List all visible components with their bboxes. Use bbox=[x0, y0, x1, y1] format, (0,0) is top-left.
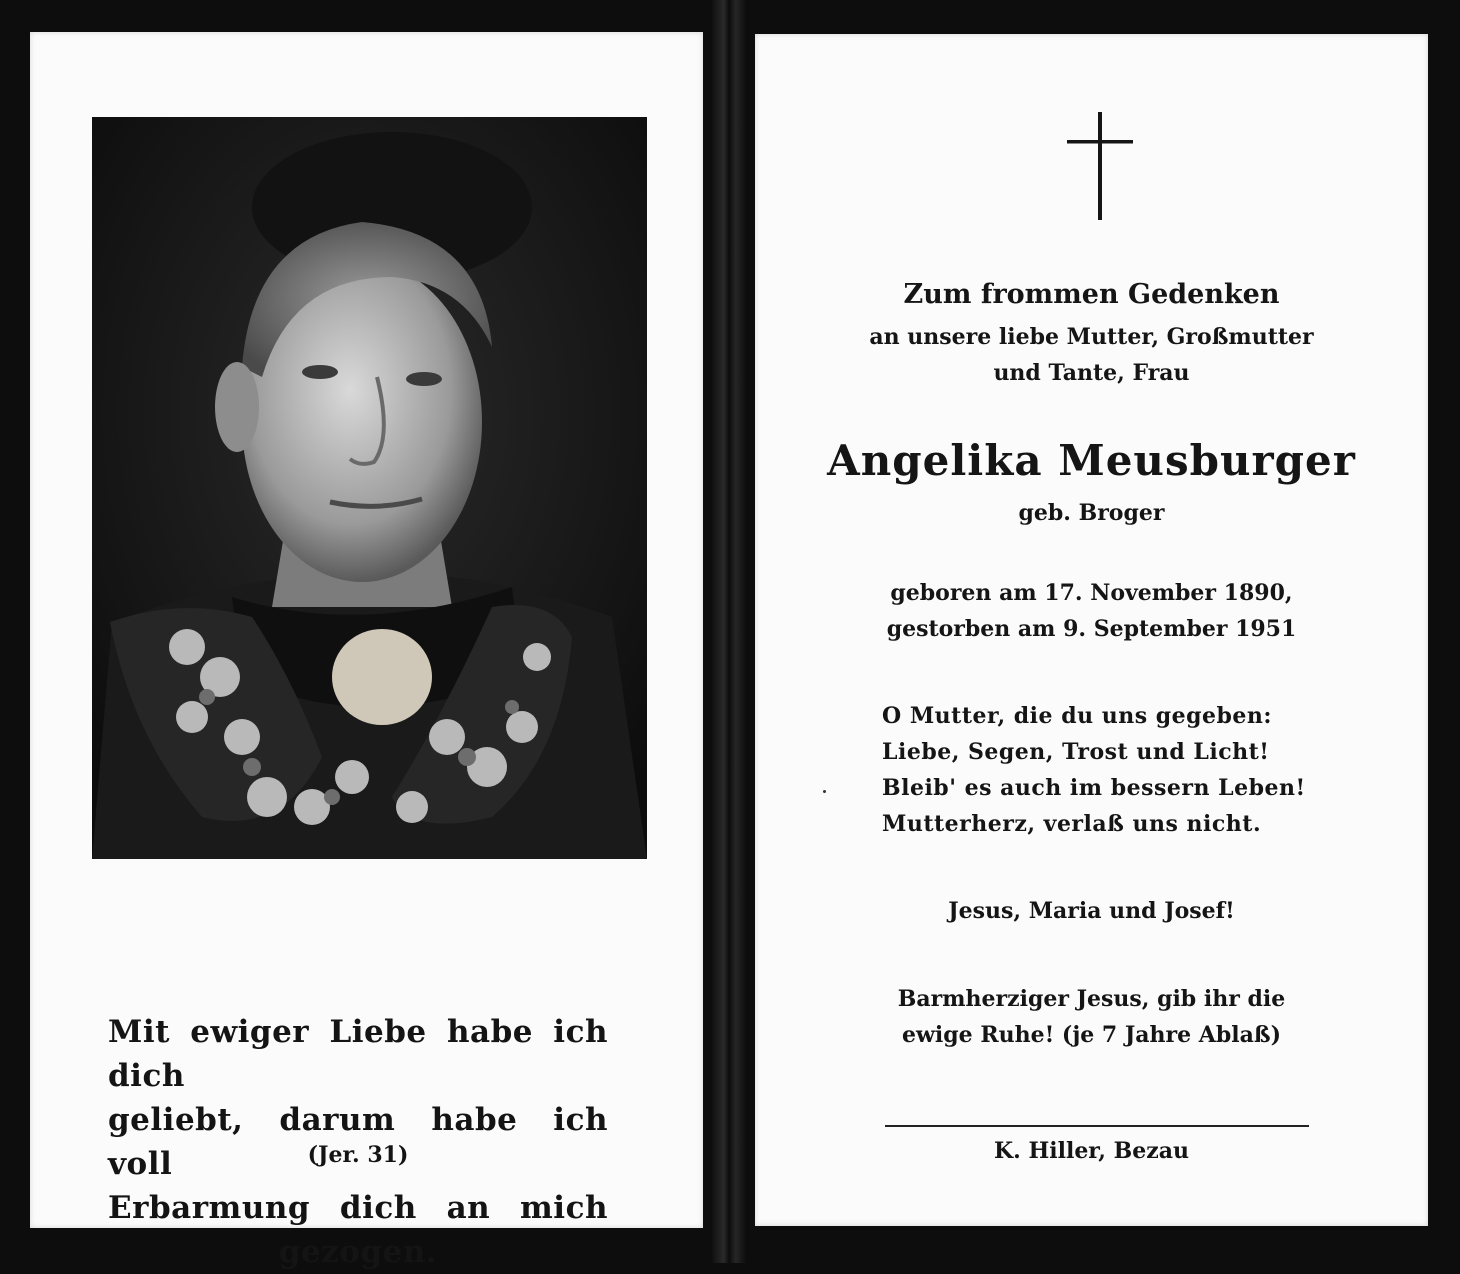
printer-credit: K. Hiller, Bezau bbox=[994, 1138, 1189, 1164]
dedication-line: und Tante, Frau bbox=[993, 360, 1190, 386]
verse-line: Liebe, Segen, Trost und Licht! bbox=[882, 739, 1270, 765]
dedication-line: an unsere liebe Mutter, Großmutter bbox=[869, 324, 1314, 350]
scripture-reference: (Jer. 31) bbox=[307, 1142, 409, 1168]
verse-line: Mutterherz, verlaß uns nicht. bbox=[882, 811, 1262, 837]
scripture-line: Erbarmung dich an mich gezogen. bbox=[108, 1190, 608, 1270]
memorial-heading: Zum frommen Gedenken bbox=[903, 279, 1280, 310]
maiden-name: geb. Broger bbox=[1018, 500, 1165, 526]
verse-line: O Mutter, die du uns gegeben: bbox=[882, 703, 1273, 729]
deceased-name: Angelika Meusburger bbox=[827, 436, 1356, 485]
cross-icon bbox=[1067, 112, 1133, 222]
invocation: Jesus, Maria und Josef! bbox=[948, 898, 1235, 924]
scripture-line: geliebt, darum habe ich voll bbox=[108, 1102, 608, 1182]
left-card-panel bbox=[30, 32, 703, 1270]
death-date: gestorben am 9. September 1951 bbox=[886, 616, 1297, 642]
card-fold bbox=[712, 0, 746, 1263]
portrait-photo bbox=[92, 117, 647, 859]
prayer-line: Barmherziger Jesus, gib ihr die bbox=[897, 986, 1286, 1012]
verse-line: Bleib' es auch im bessern Leben! bbox=[882, 775, 1306, 801]
birth-date: geboren am 17. November 1890, bbox=[890, 580, 1293, 606]
ink-speck bbox=[823, 790, 826, 793]
scripture-line: Mit ewiger Liebe habe ich dich bbox=[108, 1014, 608, 1094]
right-card-panel bbox=[755, 34, 1428, 1226]
divider-line bbox=[885, 1125, 1309, 1127]
prayer-line: ewige Ruhe! (je 7 Jahre Ablaß) bbox=[901, 1022, 1281, 1048]
